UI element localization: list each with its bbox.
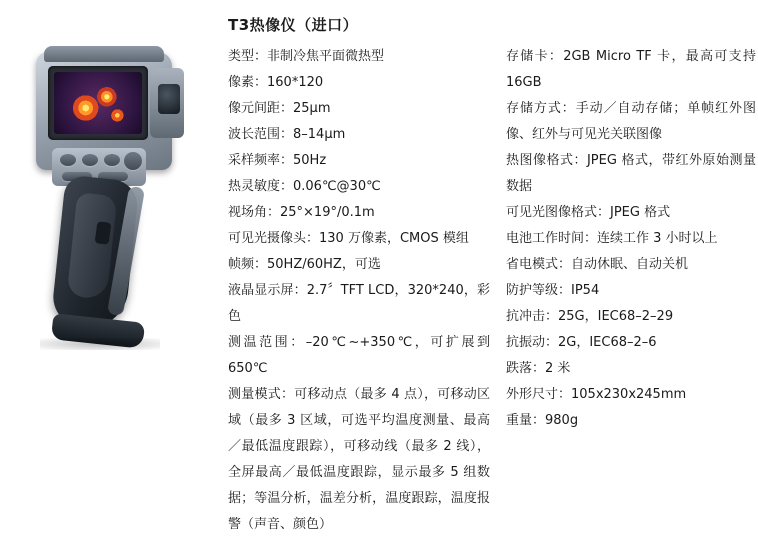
specs-column-left	[228, 44, 490, 538]
spec-item: 外形尺寸：105x230x245mm	[506, 387, 687, 402]
camera-shadow	[40, 338, 160, 350]
spec-item: 防护等级：IP54	[506, 283, 600, 298]
page-title: T3热像仪（进口）	[228, 16, 359, 34]
spec-item: 重量：980g	[506, 413, 579, 428]
spec-item: 电池工作时间：连续工作 3 小时以上	[506, 231, 718, 246]
camera-lens	[158, 84, 180, 114]
spec-item: 测温范围：–20℃~+350℃，可扩展到 650℃	[228, 335, 490, 376]
spec-item: 可见光图像格式：JPEG 格式	[506, 205, 671, 220]
spec-item: 像素：160*120	[228, 75, 324, 90]
spec-item: 帧频：50HZ/60HZ，可选	[228, 257, 381, 272]
spec-item: 抗振动：2G，IEC68–2–6	[506, 335, 657, 350]
spec-item: 可见光摄像头：130 万像素，CMOS 模组	[228, 231, 469, 246]
spec-item: 视场角：25°×19°/0.1m	[228, 205, 375, 220]
spec-item: 存储方式：手动／自动存储；单帧红外图像、红外与可见光关联图像	[506, 101, 756, 142]
spec-item: 像元间距：25μm	[228, 101, 331, 116]
specs-column-right	[506, 44, 756, 434]
spec-item: 波长范围：8–14μm	[228, 127, 346, 142]
spec-item: 跌落：2 米	[506, 361, 571, 376]
camera-button-1	[60, 154, 76, 166]
camera-button-3	[104, 154, 120, 166]
spec-item: 抗冲击：25G，IEC68–2–29	[506, 309, 674, 324]
camera-thermal-screen	[54, 72, 142, 134]
camera-button-2	[82, 154, 98, 166]
spec-item: 类型：非制冷焦平面微热型	[228, 49, 385, 64]
spec-item: 热图像格式：JPEG 格式，带红外原始测量数据	[506, 153, 756, 194]
camera-navigation-dial	[124, 152, 142, 170]
spec-item: 省电模式：自动休眠、自动关机	[506, 257, 689, 272]
spec-item: 存储卡：2GB Micro TF 卡，最高可支持 16GB	[506, 49, 756, 90]
product-photo	[0, 26, 224, 426]
spec-item: 采样频率：50Hz	[228, 153, 327, 168]
spec-item: 液晶显示屏：2.7〞TFT LCD，320*240，彩色	[228, 283, 490, 324]
camera-top-strip	[44, 46, 164, 62]
spec-item: 测量模式：可移动点（最多 4 点），可移动区域（最多 3 区域，可选平均温度测量、最高／最低温度跟踪），可移动线（最多 2 线），全屏最高／最低温度跟踪，显示最多 5 组数据；等温分析，温差分析，温度跟踪，温度报警（声音、颜色）	[228, 387, 490, 532]
spec-item: 热灵敏度：0.06℃@30℃	[228, 179, 381, 194]
